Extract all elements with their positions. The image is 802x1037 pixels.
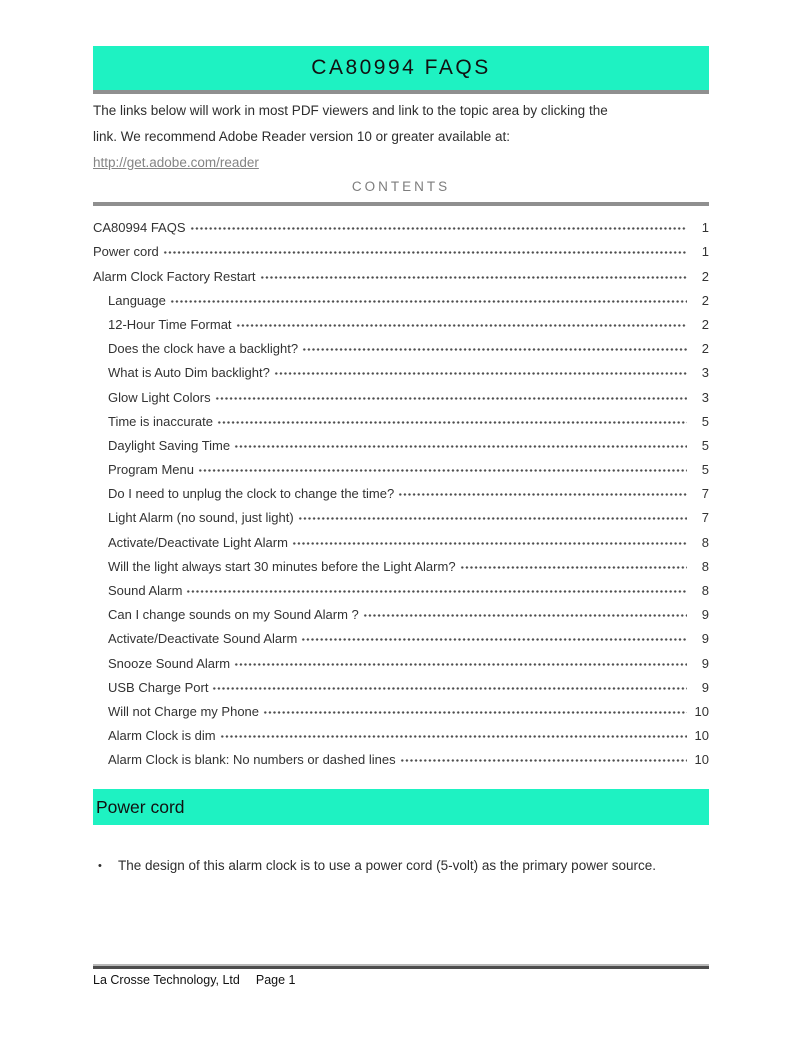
toc-item-page: 2 [701,268,709,284]
footer-page-number: Page 1 [255,973,296,987]
document-title-bar [93,46,709,90]
toc-item[interactable] [93,407,709,431]
toc-item[interactable] [93,286,709,310]
toc-item-page: 5 [701,437,709,453]
toc-item-label: Daylight Saving Time [108,437,231,453]
toc-item[interactable] [93,237,709,261]
toc-leader-dots [260,276,687,279]
toc-item-label: Light Alarm (no sound, just light) [108,510,294,526]
toc-item-label: Activate/Deactivate Sound Alarm [108,631,298,647]
bullet-marker: • [98,860,102,873]
toc-item[interactable] [93,310,709,334]
toc-leader-dots [398,493,687,496]
toc-item[interactable] [93,382,709,406]
toc-item-page: 9 [701,607,709,623]
toc-leader-dots [301,638,687,641]
adobe-reader-link[interactable]: http://get.adobe.com/reader [93,155,259,170]
bullet-text: The design of this alarm clock is to use a power cord (5-volt) as the primary power source. [118,858,656,874]
toc-item[interactable] [93,697,709,721]
toc-item[interactable] [93,479,709,503]
toc-item-page: 1 [701,220,709,236]
toc-item-page: 5 [701,462,709,478]
intro-line-2: link. We recommend Adobe Reader version 10 or greater available at: [93,129,510,144]
toc-item[interactable] [93,527,709,551]
intro-paragraph [93,98,709,176]
toc-item-label: CA80994 FAQS [93,220,186,236]
toc-item-label: Language [108,292,166,308]
document-title: CA80994 FAQS [311,56,491,79]
toc-item-page: 7 [701,486,709,502]
footer-divider [93,964,709,969]
toc-item-label: Does the clock have a backlight? [108,341,299,357]
toc-item-label: Alarm Clock is blank: No numbers or dashed lines [108,752,396,768]
toc-item-label: Will not Charge my Phone [108,703,260,719]
toc-leader-dots [234,663,687,666]
toc-item-page: 10 [694,703,709,719]
toc-item[interactable] [93,673,709,697]
toc-item-page: 8 [701,534,709,550]
title-divider [93,90,709,94]
toc-leader-dots [263,711,687,714]
footer-company: La Crosse Technology, Ltd [93,973,240,987]
toc-leader-dots [292,542,687,545]
toc-leader-dots [460,566,687,569]
toc-item-label: Activate/Deactivate Light Alarm [108,534,288,550]
toc-item-label: What is Auto Dim backlight? [108,365,270,381]
intro-line-1: The links below will work in most PDF viewers and link to the topic area by clicking the [93,103,608,118]
toc-item[interactable] [93,721,709,745]
section-header-power-cord [93,789,709,825]
toc-leader-dots [274,372,687,375]
toc-leader-dots [220,735,687,738]
toc-item-page: 3 [701,389,709,405]
toc-leader-dots [163,251,687,254]
toc-leader-dots [234,445,687,448]
toc-item[interactable] [93,600,709,624]
toc-item[interactable] [93,576,709,600]
section-heading-text: Power cord [96,796,185,817]
list-item [93,853,709,879]
toc-item-page: 10 [694,728,709,744]
toc-item[interactable] [93,261,709,285]
toc-leader-dots [190,227,688,230]
contents-divider [93,202,709,206]
toc-item-label: Alarm Clock Factory Restart [93,268,256,284]
toc-item-label: USB Charge Port [108,679,209,695]
toc-item-page: 9 [701,679,709,695]
toc-leader-dots [236,324,687,327]
toc-item-label: Will the light always start 30 minutes before the Light Alarm? [108,558,456,574]
toc-leader-dots [170,300,687,303]
toc-item[interactable] [93,358,709,382]
toc-item[interactable] [93,503,709,527]
toc-item-page: 2 [701,341,709,357]
toc-item-page: 1 [701,244,709,260]
toc-item-label: Alarm Clock is dim [108,728,216,744]
toc-item[interactable] [93,648,709,672]
toc-item-label: 12-Hour Time Format [108,316,232,332]
toc-item-page: 8 [701,558,709,574]
toc-item[interactable] [93,552,709,576]
toc-item[interactable] [93,213,709,237]
toc-item-page: 9 [701,655,709,671]
toc-leader-dots [217,421,687,424]
toc-leader-dots [302,348,687,351]
toc-item-page: 7 [701,510,709,526]
toc-item-label: Snooze Sound Alarm [108,655,231,671]
document-page [93,46,709,1037]
toc-item[interactable] [93,455,709,479]
contents-heading: CONTENTS [351,179,451,194]
toc-item-page: 10 [694,752,709,768]
toc-item[interactable] [93,431,709,455]
toc-list [93,213,709,769]
toc-item-page: 2 [701,292,709,308]
toc-item-label: Program Menu [108,462,194,478]
toc-item-label: Can I change sounds on my Sound Alarm ? [108,607,359,623]
toc-item[interactable] [93,624,709,648]
toc-item-page: 3 [701,365,709,381]
toc-leader-dots [212,687,687,690]
page-footer [93,964,709,987]
toc-item[interactable] [93,745,709,769]
toc-item-page: 2 [701,316,709,332]
toc-item-label: Glow Light Colors [108,389,211,405]
toc-leader-dots [298,517,687,520]
toc-item-label: Sound Alarm [108,583,183,598]
toc-leader-dots [198,469,687,472]
toc-item-page: 8 [701,583,709,598]
toc-leader-dots [363,614,687,617]
toc-item-label: Time is inaccurate [108,413,213,429]
toc-item-label: Power cord [93,244,159,260]
toc-item-page: 5 [701,413,709,429]
toc-item-label: Do I need to unplug the clock to change the time? [108,486,395,502]
toc-leader-dots [400,759,687,762]
toc-leader-dots [215,397,687,400]
toc-leader-dots [186,590,687,593]
power-cord-bullet-list [93,853,709,879]
toc-item[interactable] [93,334,709,358]
toc-item-page: 9 [701,631,709,647]
footer-text [93,973,709,987]
